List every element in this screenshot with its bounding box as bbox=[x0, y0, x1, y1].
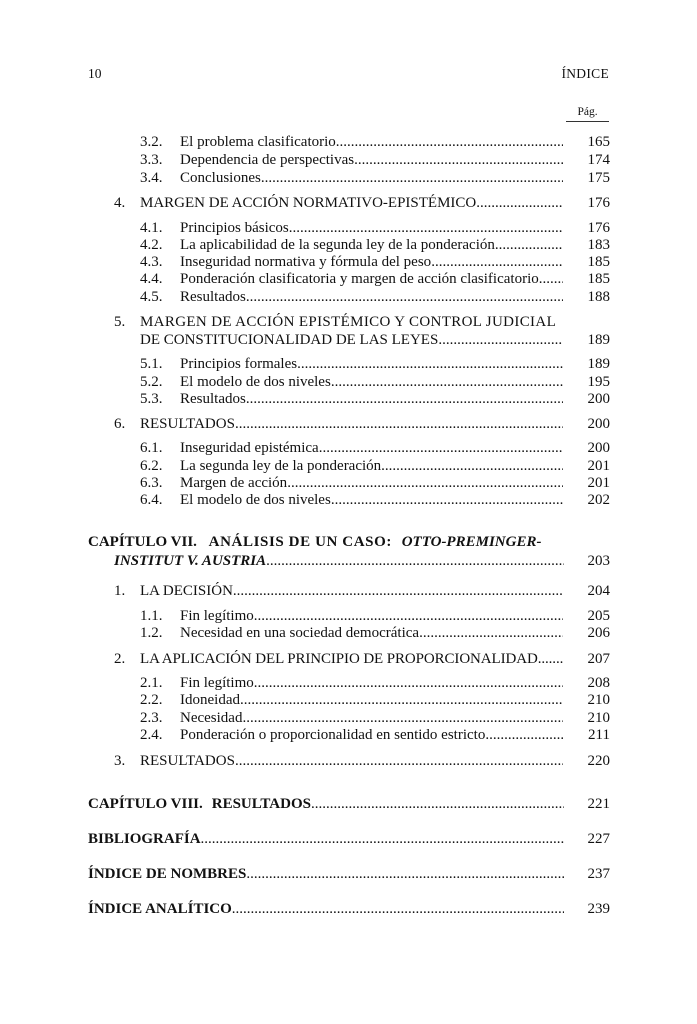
toc-entry-number: 6.4. bbox=[140, 492, 163, 508]
chapter-title-italic: INSTITUT V. AUSTRIA bbox=[114, 553, 267, 569]
toc-entry-number: 3. bbox=[114, 753, 126, 769]
toc-entry-page: 220 bbox=[587, 753, 610, 769]
toc-entry-number: 6. bbox=[114, 416, 126, 432]
toc-entry-number: 1.1. bbox=[140, 608, 163, 624]
toc-entry-number: 2. bbox=[114, 651, 126, 667]
toc-entry-page: 174 bbox=[587, 152, 610, 168]
toc-entry-title: Principios básicos bbox=[180, 220, 289, 236]
toc-entry-title: Ponderación o proporcionalidad en sentido estricto bbox=[180, 727, 486, 743]
toc-entry-number: 4. bbox=[114, 195, 126, 211]
toc-entry-page: 211 bbox=[588, 727, 610, 743]
toc-entry-title: La aplicabilidad de la segunda ley de la ponderación bbox=[180, 237, 495, 253]
toc-entry-title: Idoneidad bbox=[180, 692, 240, 708]
toc-entry-page: 176 bbox=[587, 195, 610, 211]
toc-entry-title: Inseguridad epistémica bbox=[180, 440, 319, 456]
chapter-title-italic: OTTO-PREMINGER- bbox=[401, 534, 542, 550]
toc-entry-page: 203 bbox=[587, 553, 610, 569]
toc-entry-number: 3.3. bbox=[140, 152, 163, 168]
running-header-title: ÍNDICE bbox=[561, 66, 609, 81]
toc-entry-title: MARGEN DE ACCIÓN EPISTÉMICO Y CONTROL JUDICIAL bbox=[140, 314, 557, 330]
toc-entry-page: 210 bbox=[587, 710, 610, 726]
toc-entry-number: 4.2. bbox=[140, 237, 163, 253]
toc-entry-page: 200 bbox=[587, 440, 610, 456]
toc-entry-title: ÍNDICE DE NOMBRES bbox=[88, 866, 247, 882]
toc-entry-number: 3.4. bbox=[140, 170, 163, 186]
toc-entry-page: 189 bbox=[587, 356, 610, 372]
toc-entry-page: 185 bbox=[587, 254, 610, 270]
toc-entry-title: Principios formales bbox=[180, 356, 298, 372]
toc-entry-title: Dependencia de perspectivas bbox=[180, 152, 355, 168]
toc-entry-page: 185 bbox=[587, 271, 610, 287]
toc-entry-title: Ponderación clasificatoria y margen de acción clasificatorio bbox=[180, 271, 539, 287]
toc-entry-page: 189 bbox=[587, 332, 610, 348]
toc-entry-number: 5.3. bbox=[140, 391, 163, 407]
toc-entry-page: 239 bbox=[587, 901, 610, 917]
toc-entry-page: 176 bbox=[587, 220, 610, 236]
toc-entry-number: 4.3. bbox=[140, 254, 163, 270]
toc-entry-title: Fin legítimo bbox=[180, 675, 254, 691]
toc-entry-number: 1. bbox=[114, 583, 126, 599]
toc-entry-page: 204 bbox=[587, 583, 610, 599]
toc-entry-title: MARGEN DE ACCIÓN NORMATIVO-EPISTÉMICO bbox=[140, 195, 477, 211]
toc-entry-number: 6.2. bbox=[140, 458, 163, 474]
toc-entry-page: 227 bbox=[587, 831, 610, 847]
toc-entry-title: La segunda ley de la ponderación bbox=[180, 458, 382, 474]
chapter-title: ANÁLISIS DE UN CASO: bbox=[208, 534, 392, 550]
toc-entry-title: Inseguridad normativa y fórmula del peso bbox=[180, 254, 432, 270]
toc-entry-page: 221 bbox=[587, 796, 610, 812]
toc-entry-title: RESULTADOS bbox=[140, 416, 235, 432]
toc-entry-title: DE CONSTITUCIONALIDAD DE LAS LEYES bbox=[140, 332, 439, 348]
toc-entry-page: 210 bbox=[587, 692, 610, 708]
toc-entry-number: 4.1. bbox=[140, 220, 163, 236]
toc-entry-title: BIBLIOGRAFÍA bbox=[88, 831, 201, 847]
toc-entry-number: 1.2. bbox=[140, 625, 163, 641]
toc-entry-number: 2.1. bbox=[140, 675, 163, 691]
toc-entry-page: 175 bbox=[587, 170, 610, 186]
toc-entry-page: 208 bbox=[587, 675, 610, 691]
toc-entry-title: LA DECISIÓN bbox=[140, 583, 233, 599]
toc-entry-page: 165 bbox=[587, 134, 610, 150]
toc-entry-title: RESULTADOS bbox=[140, 753, 235, 769]
chapter-title: RESULTADOS bbox=[211, 796, 311, 812]
toc-entry-page: 188 bbox=[587, 289, 610, 305]
page-column-label: Pág. bbox=[566, 106, 609, 122]
toc-entry-title: Resultados bbox=[180, 391, 246, 407]
toc-entry-number: 5.2. bbox=[140, 374, 163, 390]
toc-entry-number: 2.4. bbox=[140, 727, 163, 743]
toc-entry-number: 4.4. bbox=[140, 271, 163, 287]
toc-entry-number: 5.1. bbox=[140, 356, 163, 372]
toc-entry-page: 200 bbox=[587, 416, 610, 432]
toc-entry-title: El modelo de dos niveles bbox=[180, 374, 331, 390]
toc-entry-title: Resultados bbox=[180, 289, 246, 305]
toc-entry-page: 201 bbox=[587, 458, 610, 474]
toc-entry-number: 6.3. bbox=[140, 475, 163, 491]
chapter-number: CAPÍTULO VII. bbox=[88, 534, 197, 550]
toc-entry-title: Necesidad en una sociedad democrática bbox=[180, 625, 420, 641]
toc-entry-page: 201 bbox=[587, 475, 610, 491]
toc-entry-title: El problema clasificatorio bbox=[180, 134, 336, 150]
chapter-number: CAPÍTULO VIII. bbox=[88, 796, 203, 812]
toc-entry-page: 195 bbox=[587, 374, 610, 390]
toc-entry-number: 6.1. bbox=[140, 440, 163, 456]
toc-entry-title: LA APLICACIÓN DEL PRINCIPIO DE PROPORCIONALIDAD bbox=[140, 651, 538, 667]
toc-entry-page: 200 bbox=[587, 391, 610, 407]
toc-entry-number: 4.5. bbox=[140, 289, 163, 305]
toc-entry-title: ÍNDICE ANALÍTICO bbox=[88, 901, 232, 917]
toc-entry-title: Fin legítimo bbox=[180, 608, 254, 624]
toc-entry-page: 207 bbox=[587, 651, 610, 667]
toc-entry-page: 205 bbox=[587, 608, 610, 624]
toc-entry-title: El modelo de dos niveles bbox=[180, 492, 331, 508]
toc-entry-title: Necesidad bbox=[180, 710, 243, 726]
toc-entry-title: Margen de acción bbox=[180, 475, 288, 491]
toc-entry-page: 206 bbox=[587, 625, 610, 641]
toc-entry-page: 202 bbox=[587, 492, 610, 508]
toc-entry-page: 183 bbox=[587, 237, 610, 253]
toc-entry-number: 3.2. bbox=[140, 134, 163, 150]
toc-entry-page: 237 bbox=[587, 866, 610, 882]
page-number: 10 bbox=[88, 66, 102, 81]
toc-entry-title: Conclusiones bbox=[180, 170, 261, 186]
toc-entry-number: 2.3. bbox=[140, 710, 163, 726]
toc-entry-number: 5. bbox=[114, 314, 126, 330]
toc-entry-number: 2.2. bbox=[140, 692, 163, 708]
